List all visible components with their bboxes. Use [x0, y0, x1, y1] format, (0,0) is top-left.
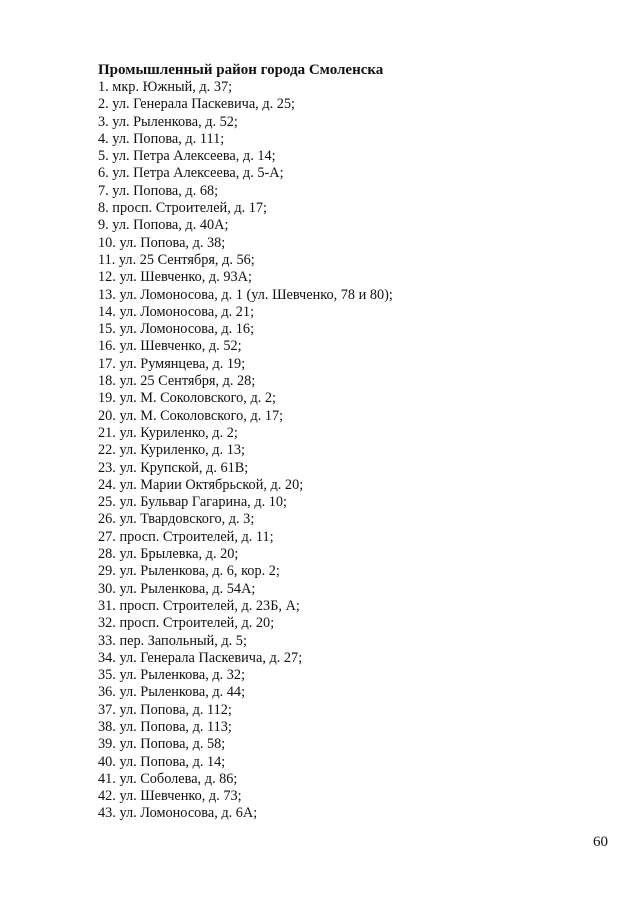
list-item: 28. ул. Брылевка, д. 20;: [98, 546, 239, 563]
list-item: 37. ул. Попова, д. 112;: [98, 701, 232, 718]
list-item: 33. пер. Запольный, д. 5;: [98, 632, 247, 649]
list-item: 1. мкр. Южный, д. 37;: [98, 79, 233, 95]
list-item: 29. ул. Рыленкова, д. 6, кор. 2;: [98, 563, 280, 580]
list-item: 43. ул. Ломоносова, д. 6А;: [98, 805, 258, 822]
list-item: 18. ул. 25 Сентября, д. 28;: [98, 373, 256, 390]
section-heading: Промышленный район города Смоленска: [98, 62, 384, 78]
list-item: 8. просп. Строителей, д. 17;: [98, 200, 268, 217]
list-item: 17. ул. Румянцева, д. 19;: [98, 355, 246, 372]
list-item: 2. ул. Генерала Паскевича, д. 25;: [98, 96, 296, 113]
list-item: 34. ул. Генерала Паскевича, д. 27;: [98, 649, 303, 666]
list-item: 25. ул. Бульвар Гагарина, д. 10;: [98, 494, 288, 511]
list-item: 16. ул. Шевченко, д. 52;: [98, 338, 242, 355]
list-item: 36. ул. Рыленкова, д. 44;: [98, 684, 246, 701]
list-item: 5. ул. Петра Алексеева, д. 14;: [98, 148, 276, 165]
list-item: 24. ул. Марии Октябрьской, д. 20;: [98, 476, 304, 493]
list-item: 35. ул. Рыленкова, д. 32;: [98, 667, 246, 684]
list-item: 26. ул. Твардовского, д. 3;: [98, 511, 255, 528]
page-number: 60: [593, 834, 608, 850]
list-item: 39. ул. Попова, д. 58;: [98, 736, 226, 753]
list-item: 41. ул. Соболева, д. 86;: [98, 770, 238, 787]
list-item: 19. ул. М. Соколовского, д. 2;: [98, 390, 276, 407]
list-item: 10. ул. Попова, д. 38;: [98, 234, 226, 251]
list-item: 6. ул. Петра Алексеева, д. 5-А;: [98, 165, 284, 182]
list-item: 14. ул. Ломоносова, д. 21;: [98, 303, 255, 320]
list-item: 12. ул. Шевченко, д. 93А;: [98, 269, 252, 286]
list-item: 20. ул. М. Соколовского, д. 17;: [98, 407, 284, 424]
list-item: 13. ул. Ломоносова, д. 1 (ул. Шевченко, 78 и 80);: [98, 286, 393, 303]
list-item: 31. просп. Строителей, д. 23Б, А;: [98, 597, 300, 614]
list-item: 11. ул. 25 Сентября, д. 56;: [98, 251, 255, 268]
list-item: 3. ул. Рыленкова, д. 52;: [98, 113, 238, 130]
list-item: 22. ул. Куриленко, д. 13;: [98, 442, 245, 459]
list-item: 38. ул. Попова, д. 113;: [98, 718, 232, 735]
list-item: 21. ул. Куриленко, д. 2;: [98, 424, 238, 441]
list-item: 7. ул. Попова, д. 68;: [98, 182, 219, 199]
list-item: 27. просп. Строителей, д. 11;: [98, 528, 274, 545]
address-list: [98, 79, 393, 823]
list-item: 4. ул. Попова, д. 111;: [98, 130, 225, 147]
list-item: 15. ул. Ломоносова, д. 16;: [98, 321, 255, 338]
list-item: 32. просп. Строителей, д. 20;: [98, 615, 275, 632]
list-item: 9. ул. Попова, д. 40А;: [98, 217, 229, 234]
list-item: 23. ул. Крупской, д. 61В;: [98, 459, 249, 476]
list-item: 30. ул. Рыленкова, д. 54А;: [98, 580, 256, 597]
list-item: 40. ул. Попова, д. 14;: [98, 753, 226, 770]
list-item: 42. ул. Шевченко, д. 73;: [98, 788, 242, 805]
